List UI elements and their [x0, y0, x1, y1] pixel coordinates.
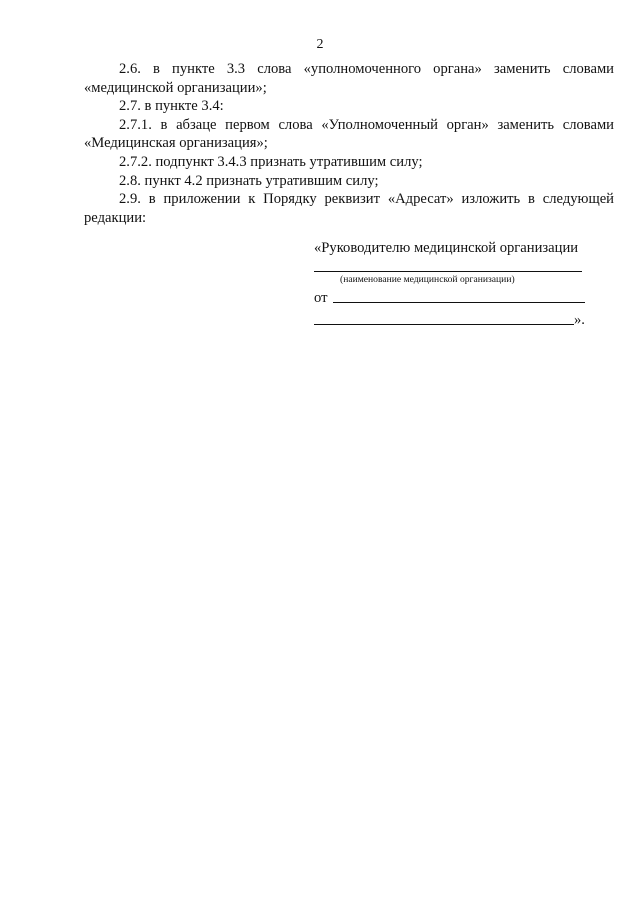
document-body — [84, 60, 614, 227]
paragraph-2-8: 2.8. пункт 4.2 признать утратившим силу; — [119, 172, 379, 189]
addressee-title: «Руководителю медицинской организации — [314, 240, 579, 256]
paragraph-2-9: 2.9. в приложении к Порядку реквизит «Адресат» изложить в следующей редакции: — [84, 191, 614, 226]
page-number: 2 — [316, 37, 324, 52]
organization-name-line — [314, 271, 582, 272]
addressee-block — [314, 238, 586, 329]
from-row — [314, 289, 586, 307]
paragraph-2-7-2: 2.7.2. подпункт 3.4.3 признать утратившим силу; — [119, 153, 423, 170]
closing-row — [314, 311, 586, 329]
from-label: от — [314, 290, 328, 306]
organization-name-caption: (наименование медицинской организации) — [340, 274, 515, 285]
paragraph-2-7: 2.7. в пункте 3.4: — [119, 98, 224, 115]
paragraph-2-7-1: 2.7.1. в абзаце первом слова «Уполномоченный орган» заменить словами «Медицинская организация»; — [84, 116, 614, 152]
closing-quote: ». — [574, 312, 585, 328]
sender-line-continued — [314, 324, 574, 325]
sender-line — [333, 302, 585, 303]
paragraph-2-6: 2.6. в пункте 3.3 слова «уполномоченного органа» заменить словами «медицинской организации»; — [84, 61, 614, 96]
